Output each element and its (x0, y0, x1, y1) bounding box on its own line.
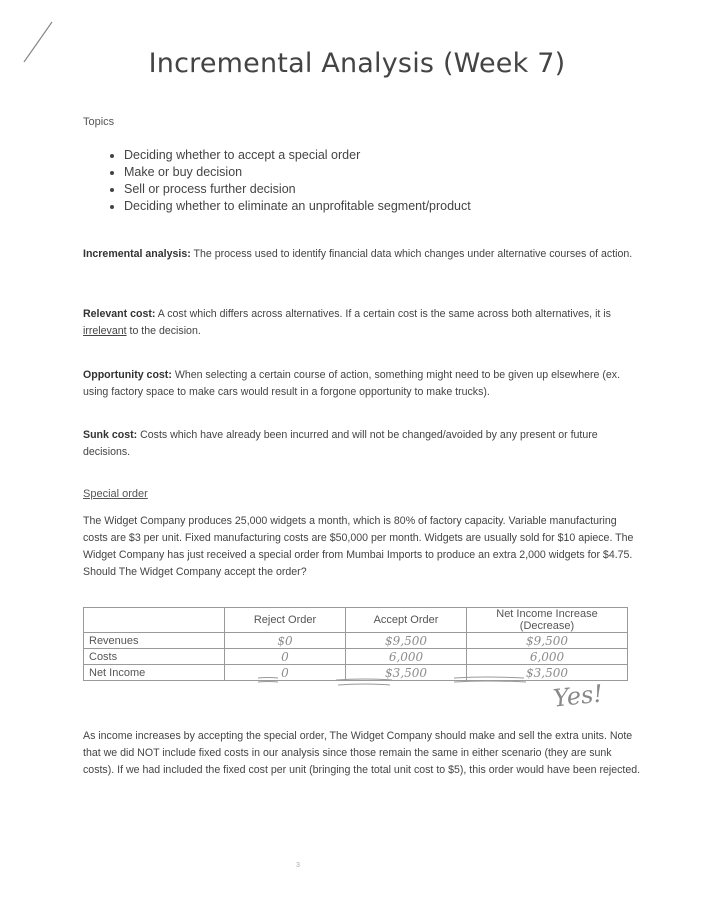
row-label: Revenues (84, 633, 225, 649)
special-order-table (83, 607, 628, 681)
handwritten-cell: $9,500 (467, 633, 628, 649)
term: Opportunity cost: (83, 369, 172, 381)
handwritten-cell: $0 (225, 633, 346, 649)
definition-opportunity-cost (83, 367, 643, 401)
definition-relevant-cost (83, 306, 643, 340)
column-header (84, 608, 225, 633)
table-row (84, 649, 628, 665)
column-header: Reject Order (225, 608, 346, 633)
topic-item: • Deciding whether to accept a special order (124, 147, 471, 164)
definition-text: The process used to identify financial data which changes under alternative courses of action. (190, 248, 633, 260)
column-header: Accept Order (346, 608, 467, 633)
handwritten-cell: $3,500 (346, 665, 467, 681)
row-label: Net Income (84, 665, 225, 681)
topic-item: • Sell or process further decision (124, 181, 471, 198)
definition-incremental-analysis (83, 246, 643, 263)
definition-text: Costs which have already been incurred and will not be changed/avoided by any present or future decisions. (83, 429, 598, 458)
definition-text: to the decision. (126, 325, 201, 337)
definition-sunk-cost (83, 427, 643, 461)
definition-text: When selecting a certain course of action, something might need to be given up elsewhere (ex. using factory space to make cars would result in a forgone opportunity to make trucks). (83, 369, 621, 398)
topic-item: • Make or buy decision (124, 164, 471, 181)
underlined-word: irrelevant (83, 325, 127, 337)
handwritten-cell: 0 (225, 649, 346, 665)
handwritten-cell: $9,500 (346, 633, 467, 649)
topics-list (100, 147, 471, 215)
handwritten-cell: 6,000 (467, 649, 628, 665)
topics-label: Topics (83, 116, 115, 128)
term: Incremental analysis: (83, 248, 191, 260)
section-heading-special-order: Special order (83, 488, 148, 500)
term: Relevant cost: (83, 308, 156, 320)
table-row (84, 633, 628, 649)
term: Sunk cost: (83, 429, 138, 441)
handwritten-answer: Yes! (551, 679, 605, 713)
handwritten-cell: 6,000 (346, 649, 467, 665)
column-header: Net Income Increase (Decrease) (467, 608, 628, 633)
page-number: 3 (296, 862, 300, 869)
definition-text: A cost which differs across alternatives. If a certain cost is the same across both alternatives, it is (155, 308, 611, 320)
handwritten-cell: $3,500 (467, 665, 628, 681)
special-order-problem: The Widget Company produces 25,000 widgets a month, which is 80% of factory capacity. Variable manufacturing costs are $3 per unit. Fixed manufacturing costs are $50,000 per month. Widgets are usually sold for $10 apiece. The Widget Company has just received a special order from Mumbai Imports to produce an extra 2,000 widgets for $4.75. Should The Widget Company accept the order? (83, 515, 634, 578)
topic-item: • Deciding whether to eliminate an unprofitable segment/product (124, 198, 471, 215)
handwritten-cell: 0 (225, 665, 346, 681)
row-label: Costs (84, 649, 225, 665)
special-order-conclusion: As income increases by accepting the special order, The Widget Company should make and sell the extra units. Note that we did NOT include fixed costs in our analysis since those remain the same in either scenario (they are sunk costs). If we had included the fixed cost per unit (bringing the total unit cost to $5), this order would have been rejected. (83, 730, 641, 776)
table-header-row (84, 608, 628, 633)
page-title: Incremental Analysis (Week 7) (148, 48, 566, 79)
